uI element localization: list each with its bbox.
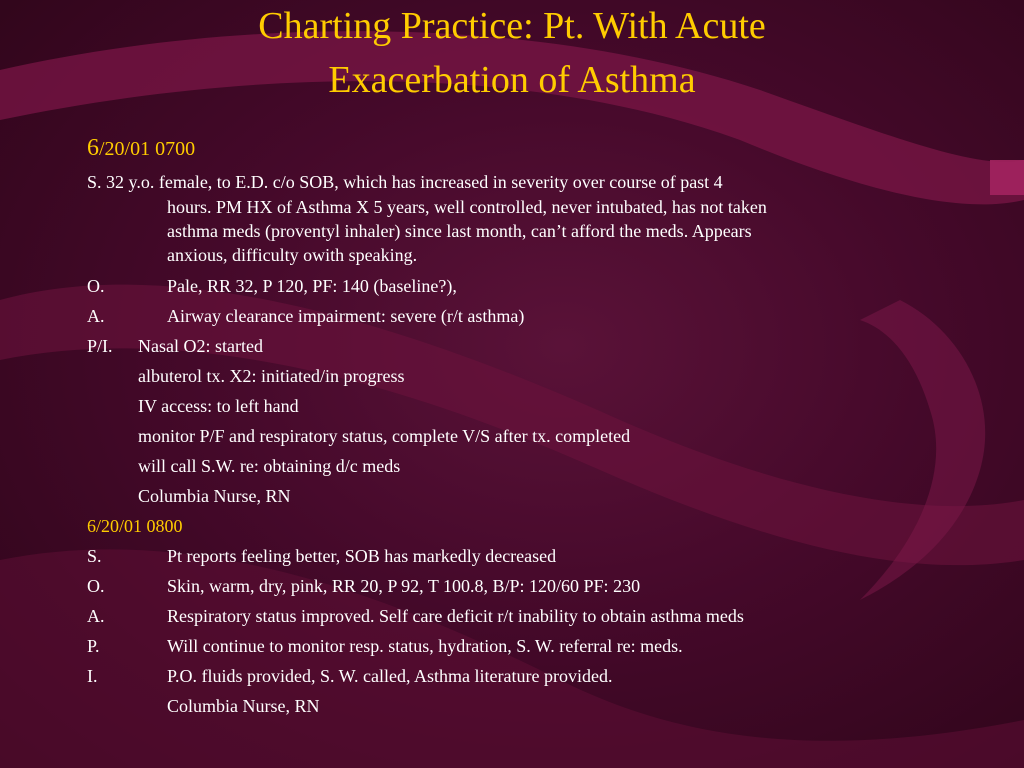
entry2-a-row [87,606,744,627]
entry1-a-label: A. [87,306,105,326]
entry2-s-text: Pt reports feeling better, SOB has markedly decreased [167,546,557,566]
entry2-o-label: O. [87,576,105,596]
slide-title-line-1: Charting Practice: Pt. With Acute [258,5,766,47]
entry1-a-text: Airway clearance impairment: severe (r/t asthma) [167,306,525,326]
entry2-a-text: Respiratory status improved. Self care deficit r/t inability to obtain asthma meds [167,606,744,626]
entry1-pi-row [87,336,263,357]
entry2-p-label: P. [87,636,100,656]
entry1-s-line-1: S. 32 y.o. female, to E.D. c/o SOB, which has increased in severity over course of past 4 [87,172,723,192]
entry1-pi-label: P/I. [87,336,113,356]
entry2-o-row [87,576,641,597]
entry1-o-text: Pale, RR 32, P 120, PF: 140 (baseline?), [167,276,457,296]
entry2-date: 6/20/01 0800 [87,516,183,536]
entry1-signature: Columbia Nurse, RN [138,486,291,506]
entry2-s-label: S. [87,546,102,566]
entry2-o-text: Skin, warm, dry, pink, RR 20, P 92, T 100.8, B/P: 120/60 PF: 230 [167,576,641,596]
entry1-s-line-4: anxious, difficulty owith speaking. [167,245,418,265]
entry2-s-row [87,546,557,567]
entry2-i-row [87,666,613,687]
entry1-o-row [87,276,457,297]
entry1-s-label: S. [87,172,102,192]
entry1-o-label: O. [87,276,105,296]
entry1-a-row [87,306,525,327]
swoosh-tab-right [990,160,1024,195]
entry2-p-row [87,636,683,657]
entry1-date: 6/20/01 0700 [87,135,196,161]
entry1-pi-first: Nasal O2: started [138,336,263,356]
entry1-s-line-3: asthma meds (proventyl inhaler) since last month, can’t afford the meds. Appears [167,221,752,241]
entry1-pi-item-2: IV access: to left hand [138,396,299,416]
entry1-pi-item-4: will call S.W. re: obtaining d/c meds [138,456,401,476]
slide-title-line-2: Exacerbation of Asthma [328,59,696,101]
entry2-p-text: Will continue to monitor resp. status, hydration, S. W. referral re: meds. [167,636,683,656]
entry1-pi-item-1: albuterol tx. X2: initiated/in progress [138,366,405,386]
entry2-i-text: P.O. fluids provided, S. W. called, Asthma literature provided. [167,666,613,686]
entry1-s-line-2: hours. PM HX of Asthma X 5 years, well controlled, never intubated, has not taken [167,197,767,217]
entry2-a-label: A. [87,606,105,626]
entry1-pi-item-3: monitor P/F and respiratory status, complete V/S after tx. completed [138,426,631,446]
entry2-signature: Columbia Nurse, RN [167,696,320,716]
entry2-i-label: I. [87,666,98,686]
